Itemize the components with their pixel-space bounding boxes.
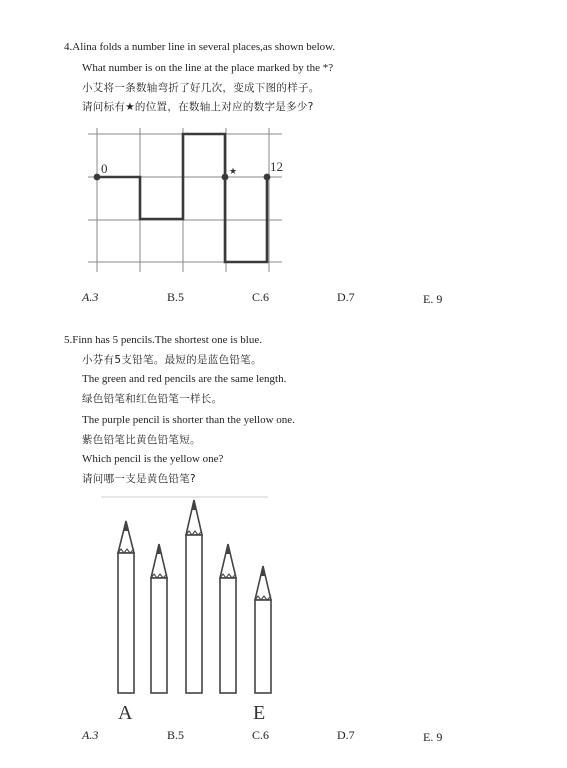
pencil-b: [151, 544, 167, 693]
q5-line-cn-5: 紫色铅笔比黄色铅笔短。: [82, 434, 201, 446]
q5-option-e[interactable]: E. 9: [423, 730, 443, 744]
label-zero: 0: [101, 161, 108, 176]
pencil-c: [186, 500, 202, 693]
q5-line-en-2: The green and red pencils are the same length.: [82, 373, 287, 385]
pencil-label-a: A: [118, 702, 133, 724]
star-icon: ★: [229, 167, 238, 177]
q4-question-cn-1: 小艾将一条数轴弯折了好几次，变成下图的样子。: [82, 82, 320, 94]
q5-line-cn-7: 请问哪一支是黄色铅笔?: [82, 473, 196, 485]
pencil-e: [255, 566, 271, 693]
q4-question-cn-2: 请问标有★的位置，在数轴上对应的数字是多少?: [82, 101, 314, 113]
q5-title: 5.Finn has 5 pencils.The shortest one is blue.: [64, 334, 262, 346]
q4-option-b[interactable]: B.5: [167, 290, 185, 304]
pencil-label-e: E: [253, 702, 266, 724]
q5-line-en-6: Which pencil is the yellow one?: [82, 453, 224, 465]
q5-option-a[interactable]: A.3: [82, 728, 99, 742]
q4-option-c[interactable]: C.6: [252, 290, 270, 304]
q5-option-d[interactable]: D.7: [337, 728, 355, 742]
q5-line-cn-3: 绿色铅笔和红色铅笔一样长。: [82, 393, 223, 405]
pencil-d: [220, 544, 236, 693]
q4-question-en: What number is on the line at the place marked by the *?: [82, 62, 334, 74]
q4-option-d[interactable]: D.7: [337, 290, 355, 304]
q5-line-cn-1: 小芬有5支铅笔。最短的是蓝色铅笔。: [82, 354, 262, 366]
pencil-a: [118, 521, 134, 693]
q4-option-e[interactable]: E. 9: [423, 292, 443, 306]
q5-option-c[interactable]: C.6: [252, 728, 270, 742]
q4-title: 4.Alina folds a number line in several places,as shown below.: [64, 41, 336, 53]
q5-line-en-4: The purple pencil is shorter than the yellow one.: [82, 414, 295, 426]
label-twelve: 12: [270, 159, 283, 174]
q4-option-a[interactable]: A.3: [82, 290, 99, 304]
q5-option-b[interactable]: B.5: [167, 728, 185, 742]
